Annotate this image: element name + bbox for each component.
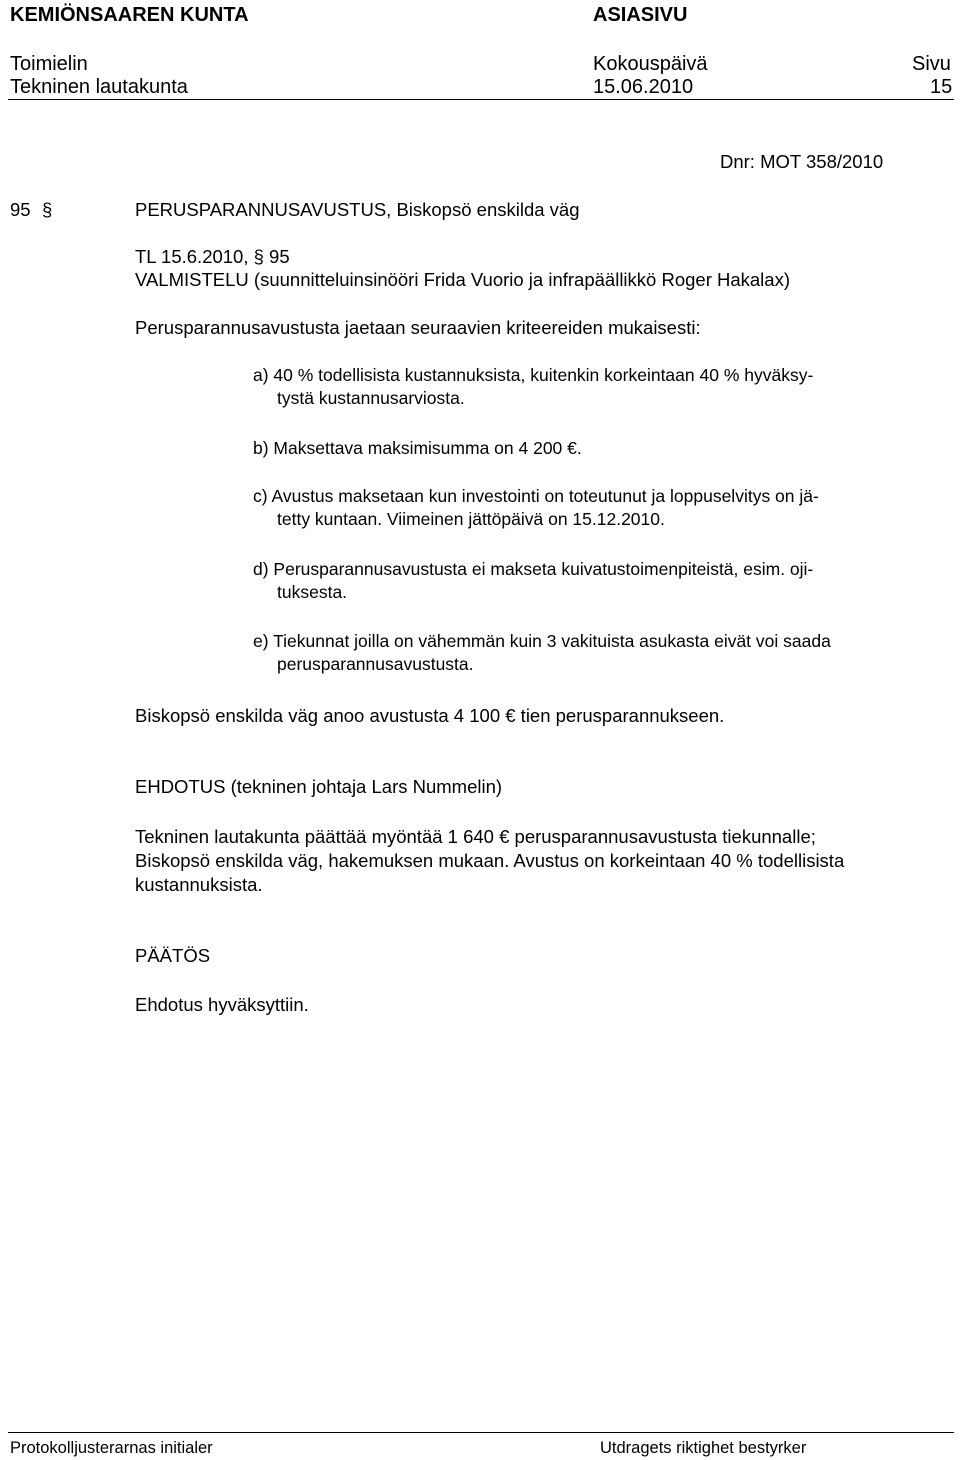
- header-divider: [8, 99, 954, 100]
- section-sign-icon: §: [42, 199, 53, 220]
- criteria-item-continuation: tystä kustannusarviosta.: [277, 388, 465, 408]
- footer-certification-label: Utdragets riktighet bestyrker: [600, 1439, 807, 1457]
- reference-line: TL 15.6.2010, § 95: [135, 246, 290, 267]
- criteria-item-continuation: tuksesta.: [277, 582, 348, 602]
- criteria-item-continuation: tetty kuntaan. Viimeinen jättöpäivä on 15.12.2010.: [277, 509, 665, 529]
- meeting-date-value: 15.06.2010: [593, 76, 694, 98]
- footer-initials-label: Protokolljusterarnas initialer: [10, 1439, 213, 1457]
- proposal-line: Tekninen lautakunta päättää myöntää 1 640 € perusparannusavustusta tiekunnalle;: [135, 826, 816, 847]
- criteria-item-text: a) 40 % todellisista kustannuksista, kuitenkin korkeintaan 40 % hyväksy-: [253, 365, 814, 385]
- page-label: Sivu: [912, 53, 951, 75]
- body-label: Toimielin: [10, 53, 88, 75]
- proposal-heading: EHDOTUS (tekninen johtaja Lars Nummelin): [135, 776, 503, 797]
- criteria-item-text: b) Maksettava maksimisumma on 4 200 €.: [253, 438, 582, 458]
- proposal-line: Biskopsö enskilda väg, hakemuksen mukaan. Avustus on korkeintaan 40 % todellisista: [135, 850, 845, 871]
- body-value: Tekninen lautakunta: [10, 76, 188, 98]
- criteria-intro: Perusparannusavustusta jaetaan seuraavien kriteereiden mukaisesti:: [135, 317, 701, 338]
- criteria-item-a: [253, 364, 953, 410]
- criteria-item-continuation: perusparannusavustusta.: [277, 654, 474, 674]
- item-title: PERUSPARANNUSAVUSTUS, Biskopsö enskilda väg: [135, 199, 580, 220]
- criteria-item-text: c) Avustus maksetaan kun investointi on toteutunut ja loppuselvitys on jä-: [253, 486, 819, 506]
- criteria-item-e: [253, 630, 953, 676]
- application-statement: Biskopsö enskilda väg anoo avustusta 4 100 € tien perusparannukseen.: [135, 705, 725, 726]
- criteria-item-b: [253, 437, 953, 460]
- item-number: 95: [10, 199, 31, 220]
- page-number: 15: [930, 76, 953, 98]
- organization-name: KEMIÖNSAAREN KUNTA: [10, 4, 249, 26]
- record-number: Dnr: MOT 358/2010: [720, 151, 884, 172]
- criteria-item-d: [253, 558, 953, 604]
- proposal-line: kustannuksista.: [135, 874, 263, 895]
- footer-divider: [8, 1432, 954, 1433]
- decision-text: Ehdotus hyväksyttiin.: [135, 994, 309, 1015]
- criteria-item-text: d) Perusparannusavustusta ei makseta kuivatustoimenpiteistä, esim. oji-: [253, 559, 814, 579]
- preparation-heading: VALMISTELU (suunnitteluinsinööri Frida Vuorio ja infrapäällikkö Roger Hakalax): [135, 269, 790, 290]
- criteria-item-c: [253, 485, 953, 531]
- document-type: ASIASIVU: [593, 4, 688, 26]
- criteria-item-text: e) Tiekunnat joilla on vähemmän kuin 3 vakituista asukasta eivät voi saada: [253, 631, 831, 651]
- decision-heading: PÄÄTÖS: [135, 945, 211, 966]
- meeting-date-label: Kokouspäivä: [593, 53, 708, 75]
